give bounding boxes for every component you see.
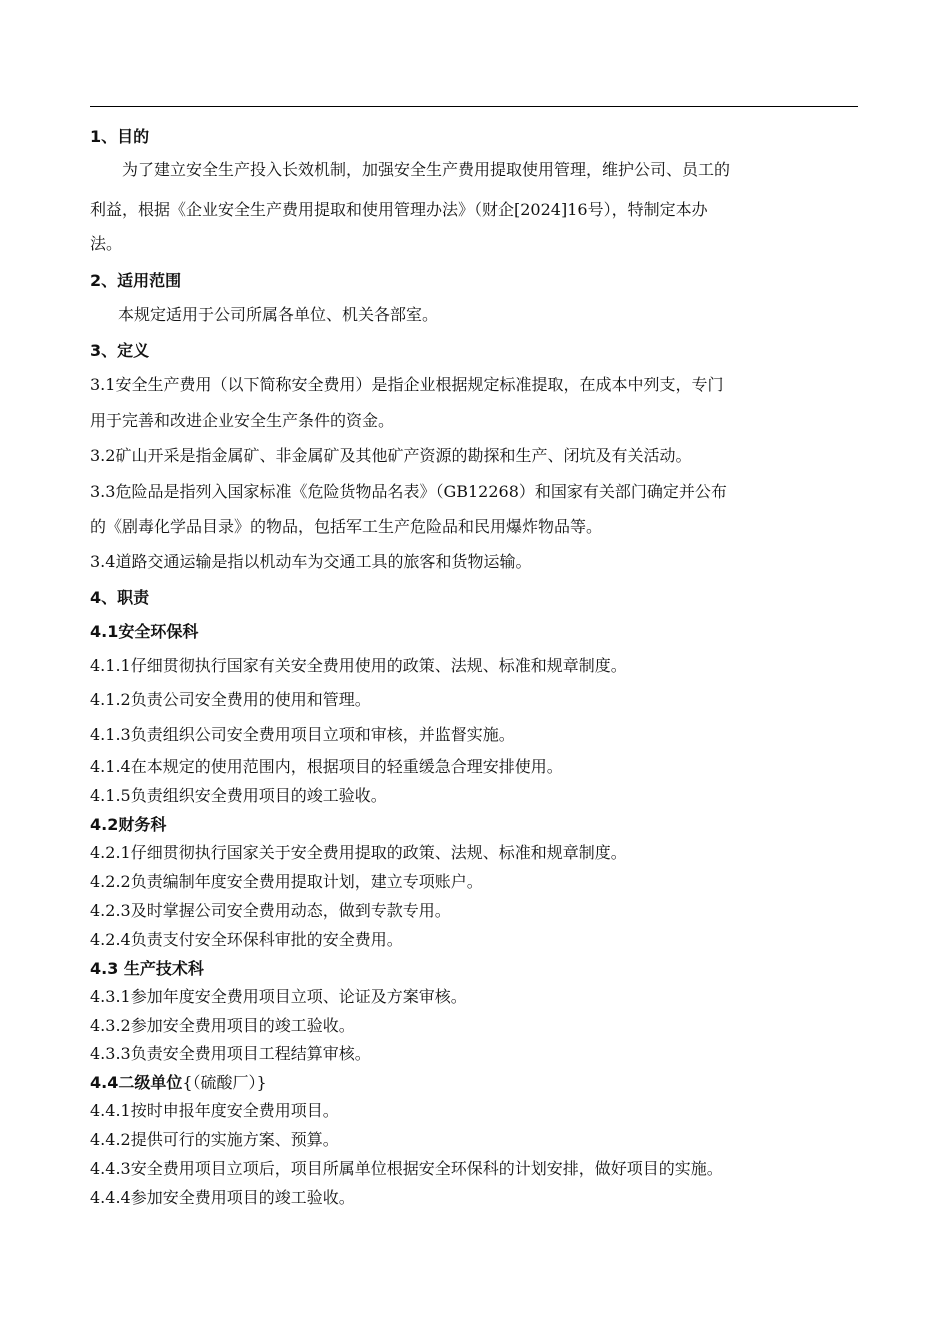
section-1-heading: 1、目的 — [90, 127, 150, 146]
duty-item: 4.3.3负责安全费用项目工程结算审核。 — [90, 1044, 371, 1063]
duty-item: 4.1.5负责组织安全费用项目的竣工验收。 — [90, 786, 387, 805]
duty-item: 4.4.3安全费用项目立项后，项目所属单位根据安全环保科的计划安排，做好项目的实施。 — [90, 1159, 723, 1178]
subsection-heading: 4.2财务科 — [90, 815, 167, 834]
duty-item: 4.2.1仔细贯彻执行国家关于安全费用提取的政策、法规、标准和规章制度。 — [90, 843, 627, 862]
definition-line: 的《剧毒化学品目录》的物品，包括军工生产危险品和民用爆炸物品等。 — [90, 517, 603, 536]
definition-line: 3.3危险品是指列入国家标准《危险货物品名表》（GB12268）和国家有关部门确定并公布 — [90, 482, 727, 501]
duty-item: 4.4.1按时申报年度安全费用项目。 — [90, 1101, 339, 1120]
section-3-heading: 3、定义 — [90, 341, 150, 360]
duty-item: 4.1.2负责公司安全费用的使用和管理。 — [90, 690, 371, 709]
definition-line: 3.2矿山开采是指金属矿、非金属矿及其他矿产资源的勘探和生产、闭坑及有关活动。 — [90, 446, 692, 465]
duty-item: 4.2.4负责支付安全环保科审批的安全费用。 — [90, 930, 403, 949]
header-rule — [90, 106, 858, 107]
definition-line: 3.1安全生产费用（以下简称安全费用）是指企业根据规定标准提取，在成本中列支，专门 — [90, 375, 724, 394]
definition-line: 用于完善和改进企业安全生产条件的资金。 — [90, 411, 395, 430]
duty-item: 4.3.1参加年度安全费用项目立项、论证及方案审核。 — [90, 987, 467, 1006]
duty-item: 4.3.2参加安全费用项目的竣工验收。 — [90, 1016, 355, 1035]
subsection-heading-row — [90, 1072, 870, 1094]
duty-item: 4.2.3及时掌握公司安全费用动态，做到专款专用。 — [90, 901, 451, 920]
section-1-paragraph-line: 为了建立安全生产投入长效机制，加强安全生产费用提取使用管理，维护公司、员工的 — [122, 160, 731, 179]
subsection-heading: 4.4二级单位 — [90, 1073, 183, 1092]
section-1-paragraph-line: 利益，根据《企业安全生产费用提取和使用管理办法》（财企[2024]16号），特制定本办 — [90, 200, 708, 219]
subsection-heading-suffix: {（硫酸厂）} — [182, 1073, 267, 1092]
subsection-heading: 4.1安全环保科 — [90, 622, 199, 641]
section-2-heading: 2、适用范围 — [90, 271, 182, 290]
definition-line: 3.4道路交通运输是指以机动车为交通工具的旅客和货物运输。 — [90, 552, 532, 571]
subsection-heading: 4.3 生产技术科 — [90, 959, 204, 978]
section-2-paragraph: 本规定适用于公司所属各单位、机关各部室。 — [118, 305, 439, 324]
section-4-heading: 4、职责 — [90, 588, 150, 607]
duty-item: 4.1.4在本规定的使用范围内，根据项目的轻重缓急合理安排使用。 — [90, 757, 563, 776]
duty-item: 4.4.2提供可行的实施方案、预算。 — [90, 1130, 339, 1149]
duty-item: 4.2.2负责编制年度安全费用提取计划，建立专项账户。 — [90, 872, 483, 891]
section-1-paragraph-line: 法。 — [90, 234, 123, 253]
duty-item: 4.1.1仔细贯彻执行国家有关安全费用使用的政策、法规、标准和规章制度。 — [90, 656, 627, 675]
duty-item: 4.1.3负责组织公司安全费用项目立项和审核，并监督实施。 — [90, 725, 515, 744]
duty-item: 4.4.4参加安全费用项目的竣工验收。 — [90, 1188, 355, 1207]
